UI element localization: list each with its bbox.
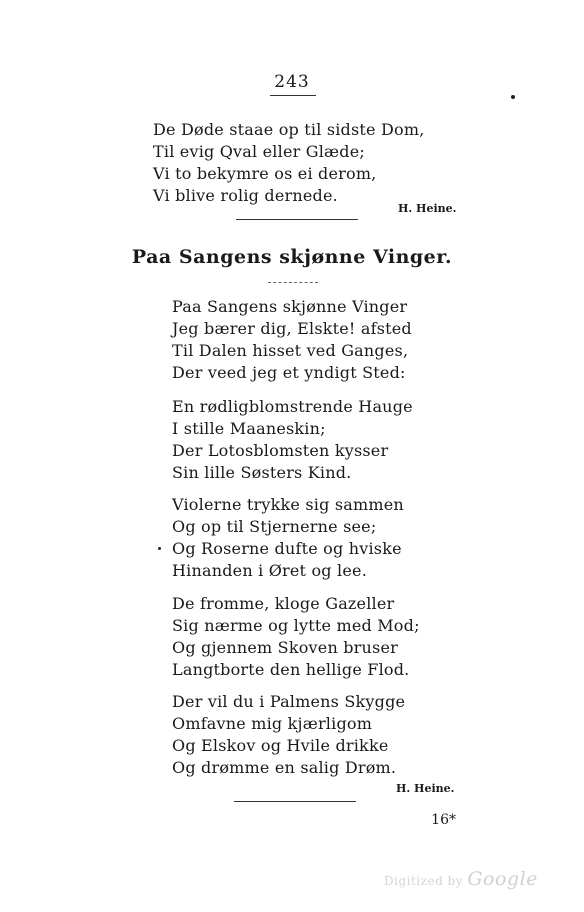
author-signature: H. Heine. (396, 782, 455, 795)
title-underline (268, 282, 318, 283)
verse-line: En rødligblomstrende Hauge (172, 397, 413, 416)
verse-line: Sig nærme og lytte med Mod; (172, 616, 420, 635)
verse-line: Violerne trykke sig sammen (172, 495, 404, 514)
verse-line: Der Lotosblomsten kysser (172, 441, 389, 460)
verse-line: Til evig Qval eller Glæde; (153, 142, 365, 161)
end-rule (234, 801, 356, 802)
watermark-prefix: Digitized by (384, 874, 464, 888)
verse-line: Til Dalen hisset ved Ganges, (172, 341, 409, 360)
page-number: 243 (274, 72, 310, 92)
verse-line: Og op til Stjernerne see; (172, 517, 377, 536)
verse-line: Og gjennem Skoven bruser (172, 638, 398, 657)
verse-line: Der vil du i Palmens Skygge (172, 692, 406, 711)
ink-speck (511, 95, 515, 99)
verse-line: Omfavne mig kjærligom (172, 714, 373, 733)
verse-line: Vi blive rolig dernede. (153, 186, 338, 205)
digitized-watermark (384, 868, 538, 890)
verse-line: Der veed jeg et yndigt Sted: (172, 363, 406, 382)
google-logo: Google (467, 868, 538, 890)
section-divider (236, 219, 358, 220)
signature-mark: 16* (431, 812, 456, 828)
verse-line: Hinanden i Øret og lee. (172, 561, 367, 580)
verse-line: I stille Maaneskin; (172, 419, 326, 438)
page-number-underline (270, 95, 316, 96)
verse-line: Paa Sangens skjønne Vinger (172, 297, 408, 316)
verse-line: Langtborte den hellige Flod. (172, 660, 410, 679)
verse-line: De Døde staae op til sidste Dom, (153, 120, 425, 139)
verse-line: Sin lille Søsters Kind. (172, 463, 352, 482)
verse-line: Og drømme en salig Drøm. (172, 758, 397, 777)
author-signature: H. Heine. (398, 202, 457, 215)
poem-title: Paa Sangens skjønne Vinger. (131, 246, 453, 268)
verse-line: De fromme, kloge Gazeller (172, 594, 395, 613)
verse-line: Og Elskov og Hvile drikke (172, 736, 389, 755)
verse-line: Og Roserne dufte og hviske (172, 539, 402, 558)
verse-line: Vi to bekymre os ei derom, (153, 164, 377, 183)
verse-line: Jeg bærer dig, Elskte! afsted (172, 319, 412, 338)
ink-speck (158, 547, 161, 550)
